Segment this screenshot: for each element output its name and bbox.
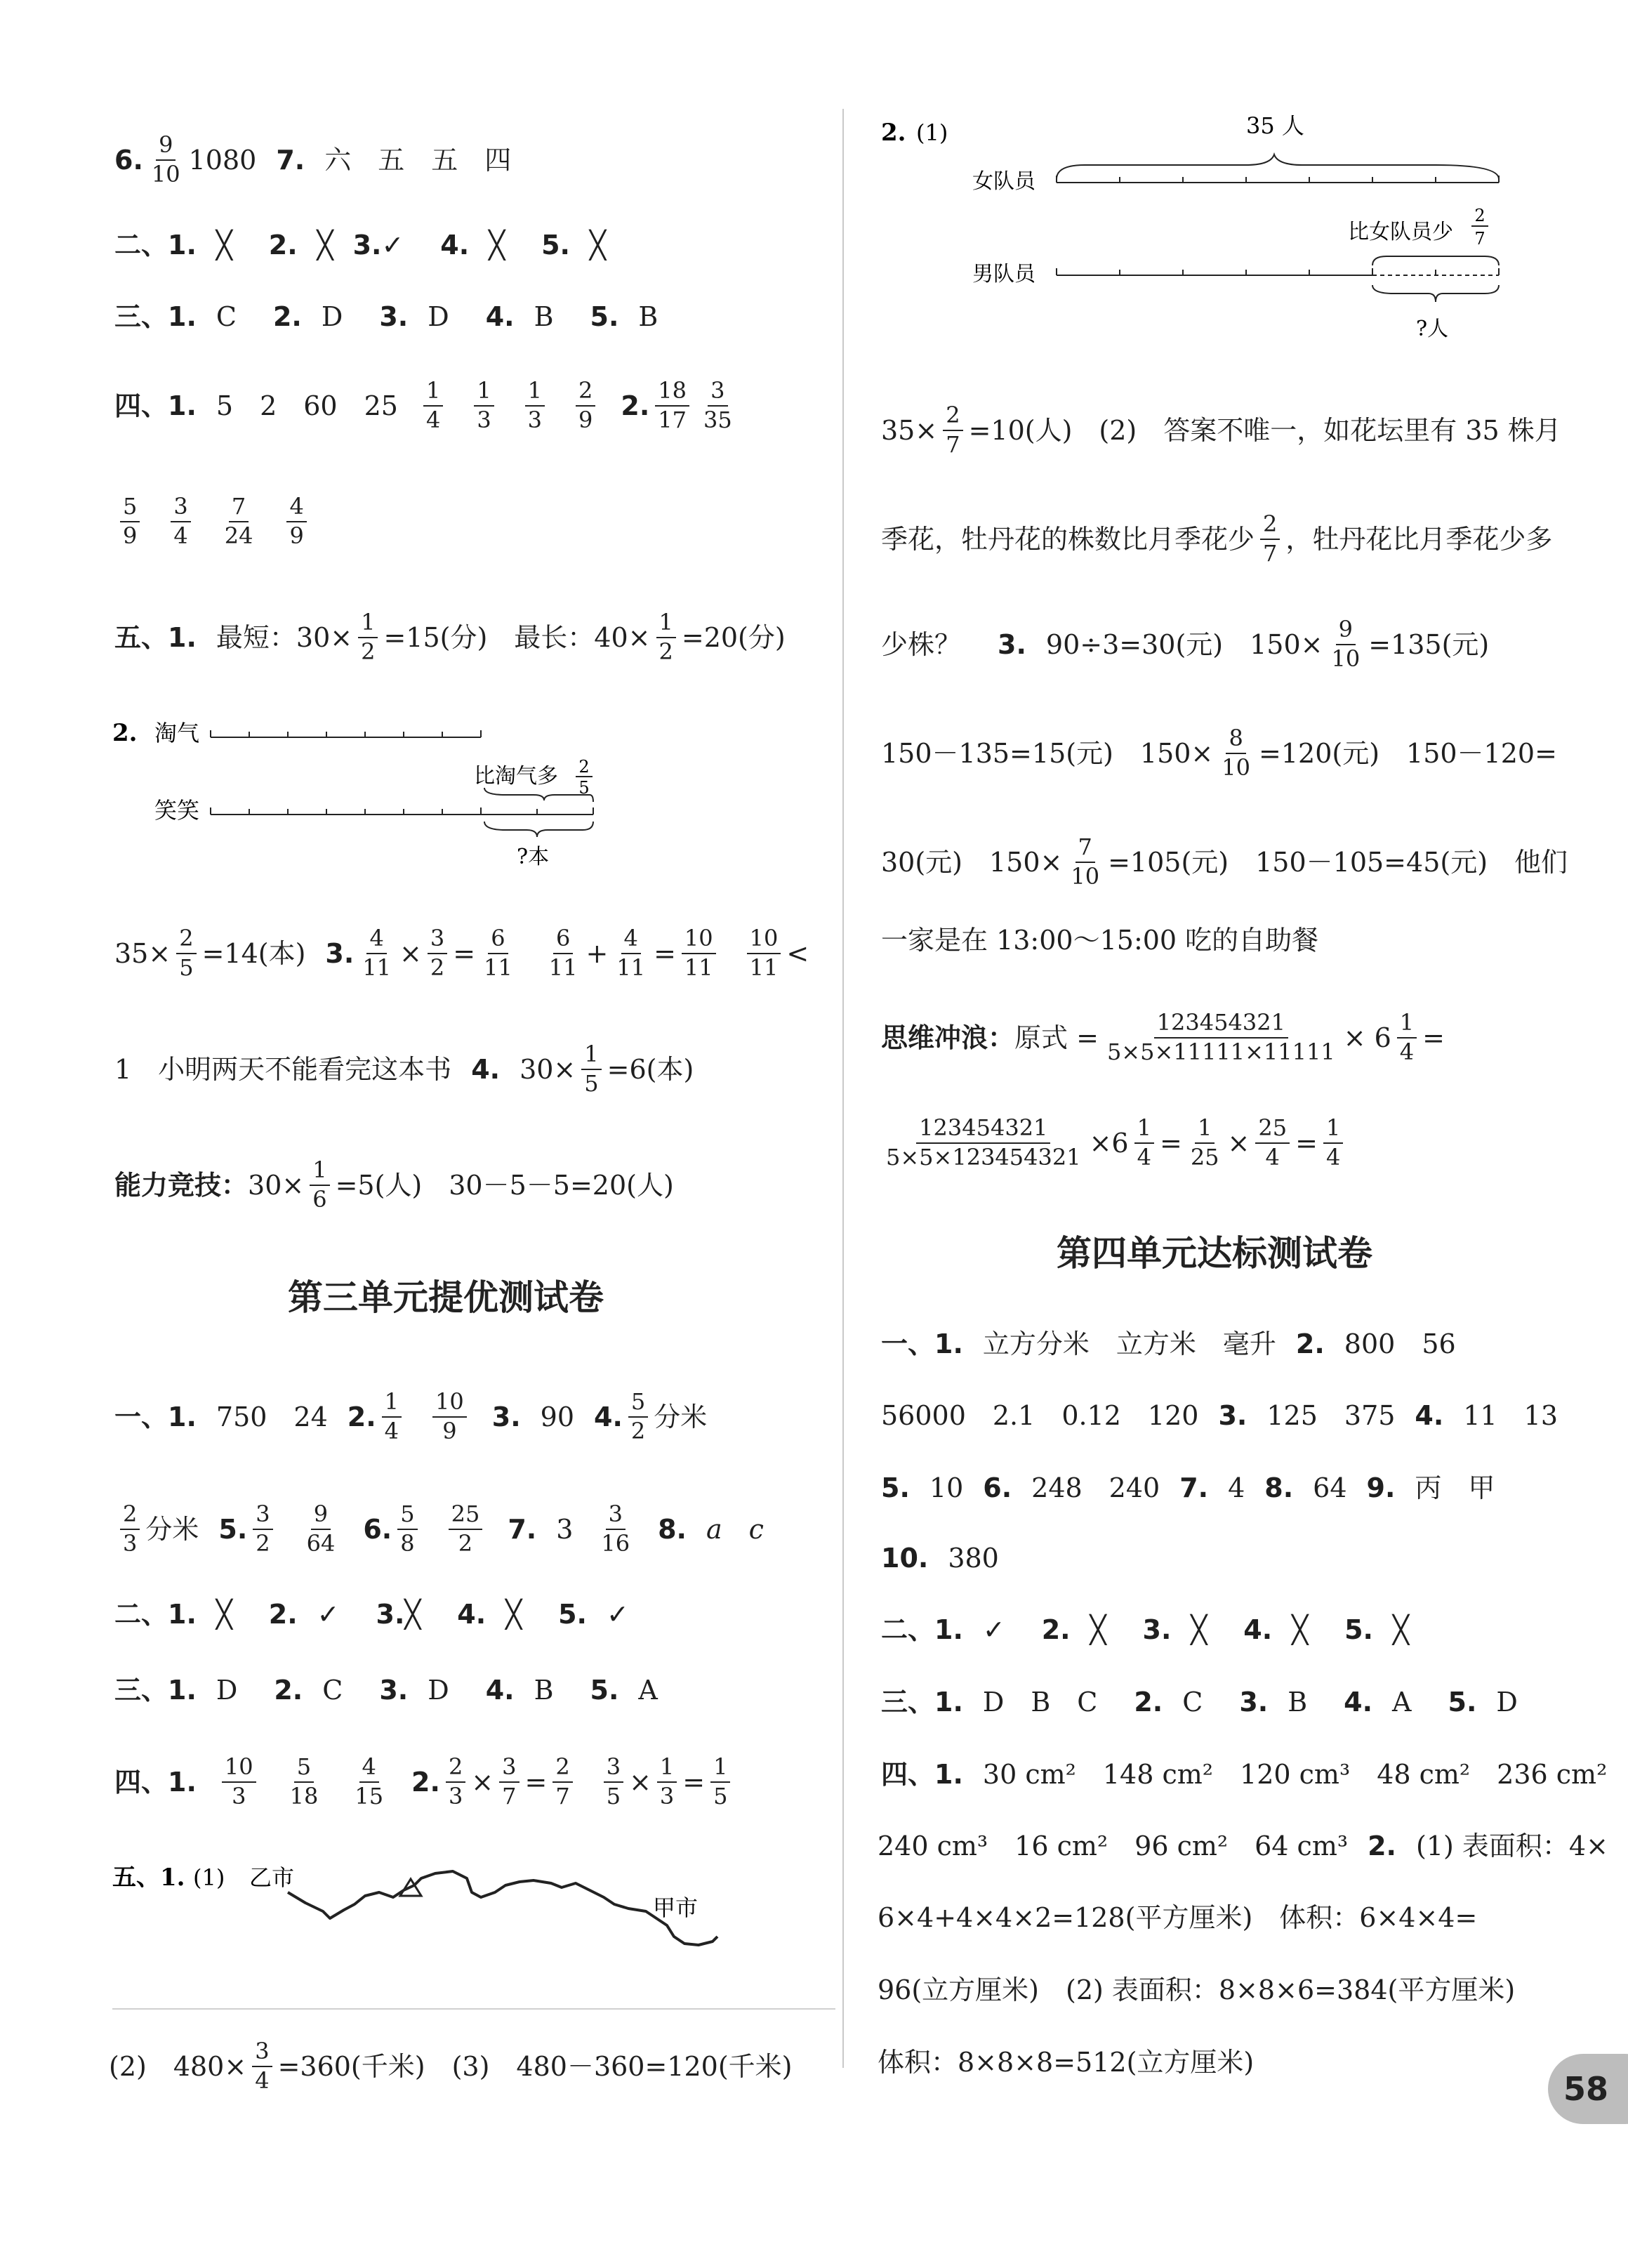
line-segment-diagram-team (881, 112, 1513, 351)
left-line-s4: 三、1. D 2. C 3. D 4. B 5. A (114, 1675, 658, 1706)
right-line-2: 季花，牡丹花的株数比月季花少 $\frac{2}{7}$ ，牡丹花比月季花少多 (881, 510, 1553, 567)
diagram2-number: 2. (881, 119, 906, 147)
right-line-t10: 96(立方厘米) (2) 表面积：8×8×6=384(平方厘米) (878, 1974, 1516, 2005)
line-segment-diagram-taoqi (112, 709, 618, 878)
section-title-unit4: 第四单元达标测试卷 (1057, 1233, 1372, 1274)
diagram1-question: ?本 (517, 845, 550, 869)
right-line-8: $\frac{123454321}{5\times 5\times 123454321}$ ×6 $\frac{1}{4}$ = $\frac{1}{25}$ × $\frac{25}{4}$ = $\frac{1}{4}$ (878, 1116, 1349, 1169)
label-xiaoxiao: 笑笑 (154, 797, 200, 824)
route-map (112, 1854, 744, 1959)
left-line-8: 1 小明两天不能看完这本书 4. 30× $\frac{1}{5}$ =6(本) (114, 1041, 694, 1097)
right-line-t9: 6×4+4×4×2=128(平方厘米) 体积：6×4×4= (878, 1902, 1478, 1933)
right-line-t6: 三、1. D B C 2. C 3. B 4. A 5. D (881, 1687, 1518, 1718)
left-line-6: 五、1. 最短：30× $\frac{1}{2}$ =15(分) 最长：40× $\frac{1}{2}$ =20(分) (114, 609, 786, 665)
city-yi-label: 乙市 (249, 1864, 295, 1891)
right-line-t5: 二、1. ✓ 2. ╳ 3. ╳ 4. ╳ 5. ╳ (881, 1614, 1409, 1645)
left-line-s3: 二、1. ╳ 2. ✓ 3. ╳ 4. ╳ 5. ✓ (114, 1599, 629, 1630)
left-line-s2: $\frac{2}{3}$ 分米 5. $\frac{3}{2}$ $\frac{9}{64}$ 6. $\frac{5}{8}$ $\frac{25}{2}$ 7. 3 $\frac{3}{16}$ 8. a c (114, 1503, 764, 1555)
right-line-1: 35× $\frac{2}{7}$ =10(人) (2) 答案不唯一，如花坛里有 35 株月 (881, 402, 1561, 458)
right-line-7: 思维冲浪： 原式 = $\frac{123454321}{5\times 5\times 11111\times 11111}$ × 6 $\frac{1}{4}$ = (881, 1009, 1445, 1065)
left-line-s1: 一、1. 750 24 2. $\frac{1}{4}$ $\frac{10}{9}$ 3. 90 4. $\frac{5}{2}$ 分米 (114, 1388, 708, 1444)
right-line-t7: 四、1. 30 cm² 148 cm² 120 cm³ 48 cm² 236 cm² (881, 1759, 1608, 1790)
map-label-sub: (1) (193, 1864, 225, 1891)
diagram2-total: 35 人 (1246, 112, 1304, 139)
right-line-4: 150－135=15(元) 150× $\frac{8}{10}$ =120(元) 150－120= (881, 725, 1557, 781)
label-female: 女队员 (972, 169, 1035, 194)
right-line-5: 30(元) 150× $\frac{7}{10}$ =105(元) 150－105=45(元) 他们 (881, 833, 1568, 890)
right-line-t8: 240 cm³ 16 cm² 96 cm² 64 cm³ 2. (1) 表面积：4× (878, 1831, 1608, 1861)
diagram2-note-numerator: 2 (1474, 206, 1485, 225)
diagram2-note: 比女队员少 (1348, 220, 1453, 244)
diagram1-note-numerator: 2 (578, 757, 590, 777)
diagram1-note: 比淘气多 (474, 764, 558, 789)
right-line-6: 一家是在 13:00～15:00 吃的自助餐 (881, 925, 1319, 956)
left-line-3: 三、1. C 2. D 3. D 4. B 5. B (114, 301, 659, 332)
diagram1-note-denominator: 5 (578, 778, 590, 798)
right-line-3: 少株？ 3. 90÷3=30(元) 150× $\frac{9}{10}$ =135(元) (881, 616, 1490, 672)
left-line-5: $\frac{5}{9}$ $\frac{3}{4}$ $\frac{7}{24}$ $\frac{4}{9}$ (114, 495, 312, 548)
right-line-t4: 10. 380 (881, 1543, 999, 1574)
left-line-2: 二、1. ╳ 2. ╳ 3. ✓ 4. ╳ 5. ╳ (114, 230, 606, 261)
left-line-4: 四、1. 5 2 60 25 $\frac{1}{4}$ $\frac{1}{3}$ $\frac{1}{3}$ $\frac{2}{9}$ 2. $\frac{18}{17}$ $\frac{3}{35}$ (114, 377, 732, 433)
section-title-unit3: 第三单元提优测试卷 (288, 1277, 604, 1318)
diagram2-question: ?人 (1416, 317, 1449, 341)
left-line-9: 能力竞技： 30× $\frac{1}{6}$ =5(人) 30－5－5=20(人) (114, 1156, 674, 1213)
city-jia-label: 甲市 (653, 1894, 699, 1921)
left-line-s6: (2) 480× $\frac{3}{4}$ =360(千米) (3) 480－360=120(千米) (109, 2038, 793, 2094)
left-line-s5: 四、1. $\frac{10}{3}$ $\frac{5}{18}$ $\frac{4}{15}$ 2. $\frac{2}{3}$ × $\frac{3}{7}$ = $\frac{2}{7}$ $\frac{3}{5}$ × $\frac{1}{3}$ = $\frac{1}{5}$ (114, 1755, 736, 1808)
column-divider (842, 109, 844, 2068)
label-male: 男队员 (972, 262, 1035, 286)
right-line-t2: 56000 2.1 0.12 120 3. 125 375 4. 11 13 (881, 1400, 1558, 1431)
page-number-badge (1548, 2054, 1628, 2124)
left-line-7: 35× $\frac{2}{5}$ =14(本) 3. $\frac{4}{11}$ × $\frac{3}{2}$ = $\frac{6}{11}$ $\frac{6}{11}$ + $\frac{4}{11}$ = $\frac{10}{11}$ $\frac{10}{11}$ < (114, 925, 809, 981)
page-number: 58 (1563, 2070, 1609, 2108)
diagram2-note-denominator: 7 (1474, 229, 1485, 249)
left-line-1: 6. $\frac{9}{10}$ 1080 7. 六 五 五 四 (114, 131, 512, 187)
left-bottom-rule (112, 2008, 835, 2010)
map-label-number: 五、1. (112, 1864, 185, 1892)
right-line-t1: 一、1. 立方分米 立方米 毫升 2. 800 56 (881, 1329, 1456, 1359)
label-taoqi: 淘气 (154, 720, 200, 746)
fraction: $\frac{9}{10}$ (151, 131, 180, 187)
right-line-t3: 5. 10 6. 248 240 7. 4 8. 64 9. 丙 甲 (881, 1472, 1495, 1503)
right-line-t11: 体积：8×8×8=512(立方厘米) (878, 2047, 1255, 2078)
diagram1-number: 2. (112, 719, 138, 747)
diagram2-sub: (1) (916, 119, 948, 146)
